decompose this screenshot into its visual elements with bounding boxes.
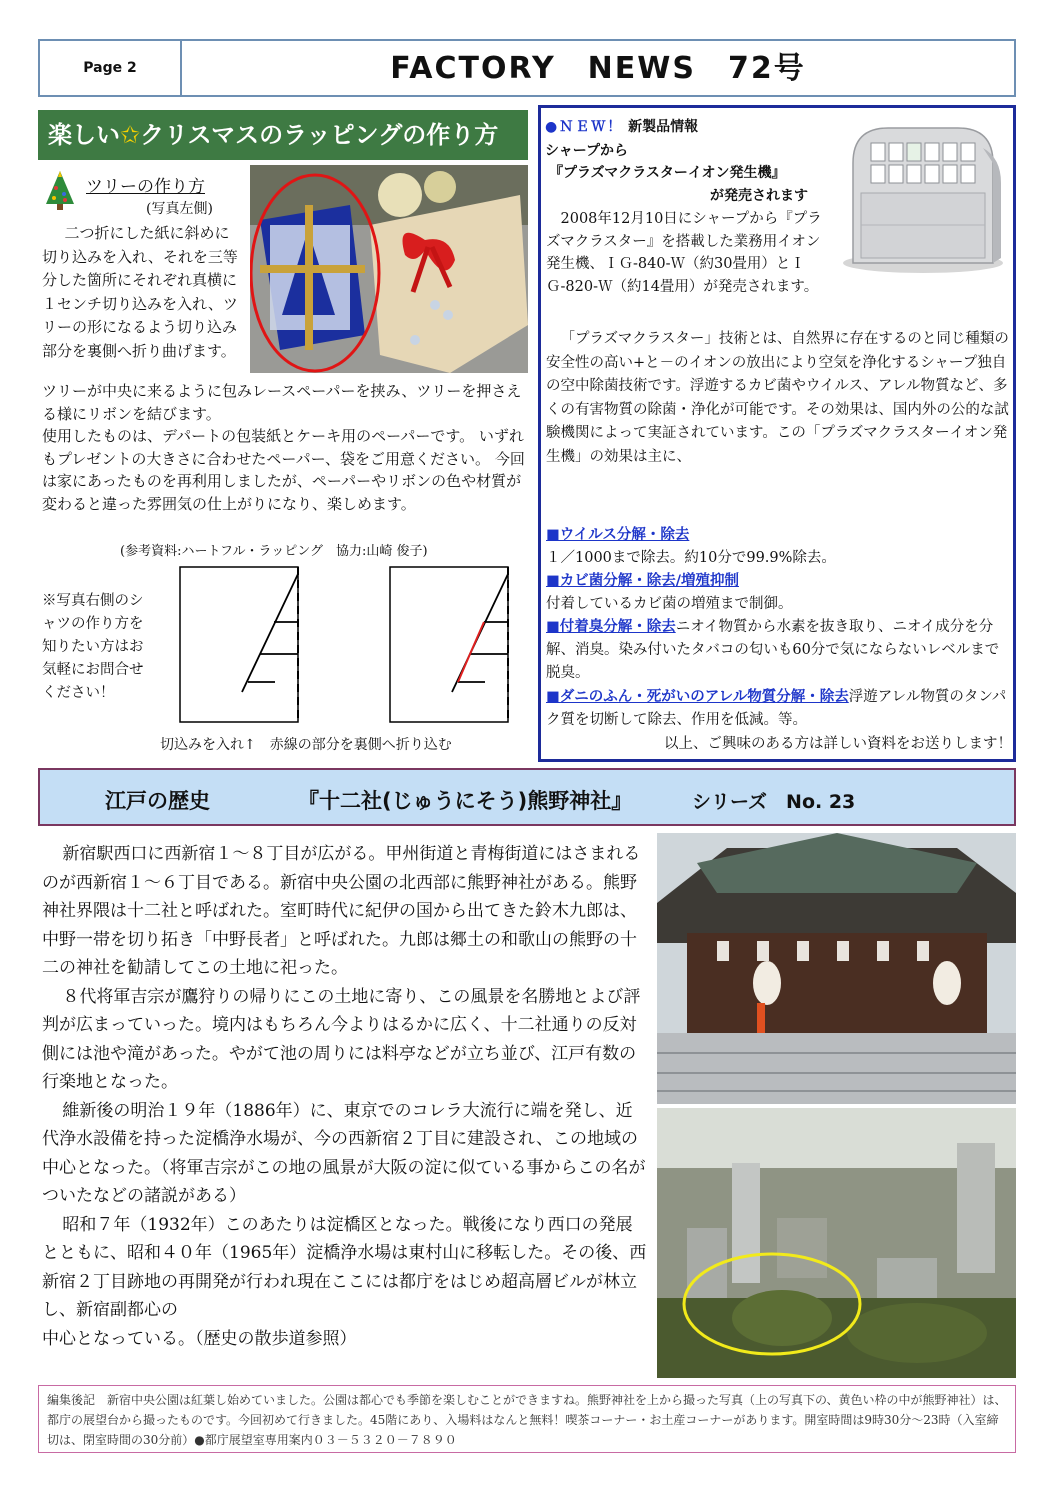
- xmas-reference: (参考資料:ハートフル・ラッピング 協力:山崎 俊子): [120, 544, 428, 559]
- xmas-banner-post: クリスマスのラッピングの作り方: [140, 121, 499, 149]
- feature-mold: [546, 570, 1012, 616]
- xmas-paragraph-2: ツリーが中央に来るように包みレースペーパーを挟み、ツリーを押さえる様にリボンを結びます。: [42, 382, 522, 423]
- star-icon: ✩: [120, 121, 141, 149]
- christmas-tree-icon: [38, 168, 82, 212]
- feature-virus-title: ■ウイルス分解・除去: [546, 527, 690, 543]
- feature-mold-desc: 付着しているカビ菌の増殖まで制御。: [546, 596, 793, 612]
- shirt-note: ※写真右側のシャツの作り方を知りたい方はお気軽にお問合せください！: [42, 593, 144, 701]
- diagram-right: [390, 567, 508, 722]
- feature-virus-desc: １／1000まで除去。約10分で99.9%除去。: [546, 550, 836, 566]
- xmas-paragraph-3: 使用したものは、デパートの包装紙とケーキ用のペーパーです。 いずれもプレゼントの大きさに合わせたペーパー、袋をご用意ください。 今回は家にあったものを再利用しましたが、ペーパーやリボンの色や材質が変わると違った雰囲気の仕上がりになり、楽しめます。: [42, 427, 525, 513]
- page-header: [38, 39, 1016, 97]
- edo-paragraph-1: 新宿駅西口に西新宿１～８丁目が広がる。甲州街道と青梅街道にはさまれるのが西新宿１～６丁目である。新宿中央公園の北西部に熊野神社がある。熊野神社界隈は十二社と呼ばれた。室町時代に紀伊の国から出てきた鈴木九郎は、中野一帯を切り拓き「中野長者」と呼ばれた。九郎は郷土の和歌山の熊野の十二の神社を勧請してこの土地に祀った。: [42, 844, 641, 978]
- edo-title: 江戸の歴史: [105, 789, 210, 813]
- tree-cutting-diagram: [170, 562, 530, 732]
- diagram-caption: 切込みを入れ↑ 赤線の部分を裏側へ折り込む: [160, 737, 452, 753]
- product-description: 「プラズマクラスター」技術とは、自然界に存在するのと同じ種類の安全性の高い+と－のイオンの放出により空気を浄化するシャープ独自の空中除菌技術です。浮遊するカビ菌やウイルス、アレル物質など、多くの有害物質の除菌・浄化が可能です。その効果は、国内外の公的な試験機関によって実証されています。この「プラズマクラスターイオン発生機」の効果は主に、: [546, 331, 1009, 465]
- gift-wrapping-photo: [250, 165, 528, 373]
- tree-heading: ツリーの作り方: [86, 177, 205, 197]
- feature-allergen-title: ■ダニのふん・死がいのアレル物質分解・除去: [546, 689, 849, 705]
- new-product-release: が発売されます: [710, 188, 808, 204]
- product-closing: 以上、ご興味のある方は詳しい資料をお送りします！: [664, 736, 1012, 752]
- edo-article: [42, 840, 648, 1353]
- new-product-maker: シャープから: [545, 143, 629, 159]
- edo-series: シリーズ No. 23: [692, 791, 856, 813]
- edo-paragraph-3: 維新後の明治１９年（1886年）に、東京でのコレラ大流行に端を発し、近代浄水設備を持った淀橋浄水場が、今の西新宿２丁目に建設され、この地域の中心となった。（将軍吉宗がこの地の風景が大阪の淀に似ている事からこの名がついたなどの諸説がある）: [42, 1100, 646, 1206]
- tree-instructions: 二つ折にした紙に斜めに切り込みを入れ、それを三等分した箇所にそれぞれ真横に１センチ切り込みを入れ、ツリーの形になるよう切り込み部分を裏側へ折り曲げます。: [42, 224, 238, 360]
- page-number: Page 2: [40, 41, 182, 95]
- feature-allergen-desc: 浮遊アレル物質のタンパク質を切断して除去、作用を低減。等。: [546, 689, 1007, 728]
- new-info-label: 新製品情報: [628, 119, 699, 135]
- diagram-left: [180, 567, 298, 722]
- feature-virus: [546, 524, 1012, 570]
- xmas-banner-pre: 楽しい: [48, 121, 120, 149]
- newsletter-title: FACTORY NEWS 72号: [390, 51, 806, 86]
- shinjuku-aerial-photo: [657, 1108, 1016, 1378]
- edo-paragraph-5: 中心となっている。（歴史の散歩道参照）: [42, 1328, 357, 1349]
- feature-mold-title: ■カビ菌分解・除去/増殖抑制: [546, 573, 739, 589]
- new-product-heading: [545, 117, 698, 137]
- edo-paragraph-2: ８代将軍吉宗が鷹狩りの帰りにこの土地に寄り、この風景を名勝地とよび評判が広まっていった。境内はもちろん今よりはるかに広く、十二社通りの反対側には池や滝があった。やがて池の周りには料亭などが立ち並び、江戸有数の行楽地となった。: [42, 986, 641, 1092]
- new-label: ●ＮＥＷ！: [545, 119, 624, 135]
- feature-allergen: [546, 686, 1012, 732]
- ion-generator-photo: [833, 113, 1011, 279]
- new-product-name: 『プラズマクラスターイオン発生機』: [549, 165, 786, 181]
- feature-odor-title: ■付着臭分解・除去: [546, 619, 676, 635]
- edo-paragraph-4: 昭和７年（1932年）このあたりは淀橋区となった。戦後になり西口の発展とともに、昭和４０年（1965年）淀橋浄水場は東村山に移転した。その後、西新宿２丁目跡地の再開発が行われ現在ここには都庁をはじめ超高層ビルが林立し、新宿副都心の: [42, 1214, 647, 1320]
- kumano-shrine-photo: [657, 833, 1016, 1104]
- feature-odor-desc: ニオイ物質から水素を抜き取り、ニオイ成分を分解、消臭。染み付いたタバコの匂いも60分で気にならないレベルまで脱臭。: [546, 619, 1000, 681]
- edo-shrine-title: 『十二社(じゅうにそう)熊野神社』: [298, 789, 633, 813]
- edo-banner: [38, 768, 1016, 826]
- product-intro: 2008年12月10日にシャープから『プラズマクラスター』を搭載した業務用イオン発生機、ＩＧ-840-Ｗ（約30畳用）とＩＧ-820-Ｗ（約14畳用）が発売されます。: [546, 211, 822, 295]
- editors-note: 編集後記 新宿中央公園は紅葉し始めていました。公園は都心でも季節を楽しむことができますね。熊野神社を上から撮った写真（上の写真下の、黄色い枠の中が熊野神社）は、都庁の展望台から撮ったものです。今回初めて行きました。45階にあり、入場料はなんと無料！喫茶コーナー・お土産コーナーがあります。開室時間は9時30分～23時（入室締切は、閉室時間の30分前）●都庁展望室専用案内０３－５３２０－７８９０: [38, 1385, 1016, 1453]
- xmas-banner: [38, 110, 528, 160]
- feature-odor: [546, 616, 1012, 685]
- tree-subheading: (写真左側): [146, 201, 213, 217]
- xmas-body: [42, 380, 528, 515]
